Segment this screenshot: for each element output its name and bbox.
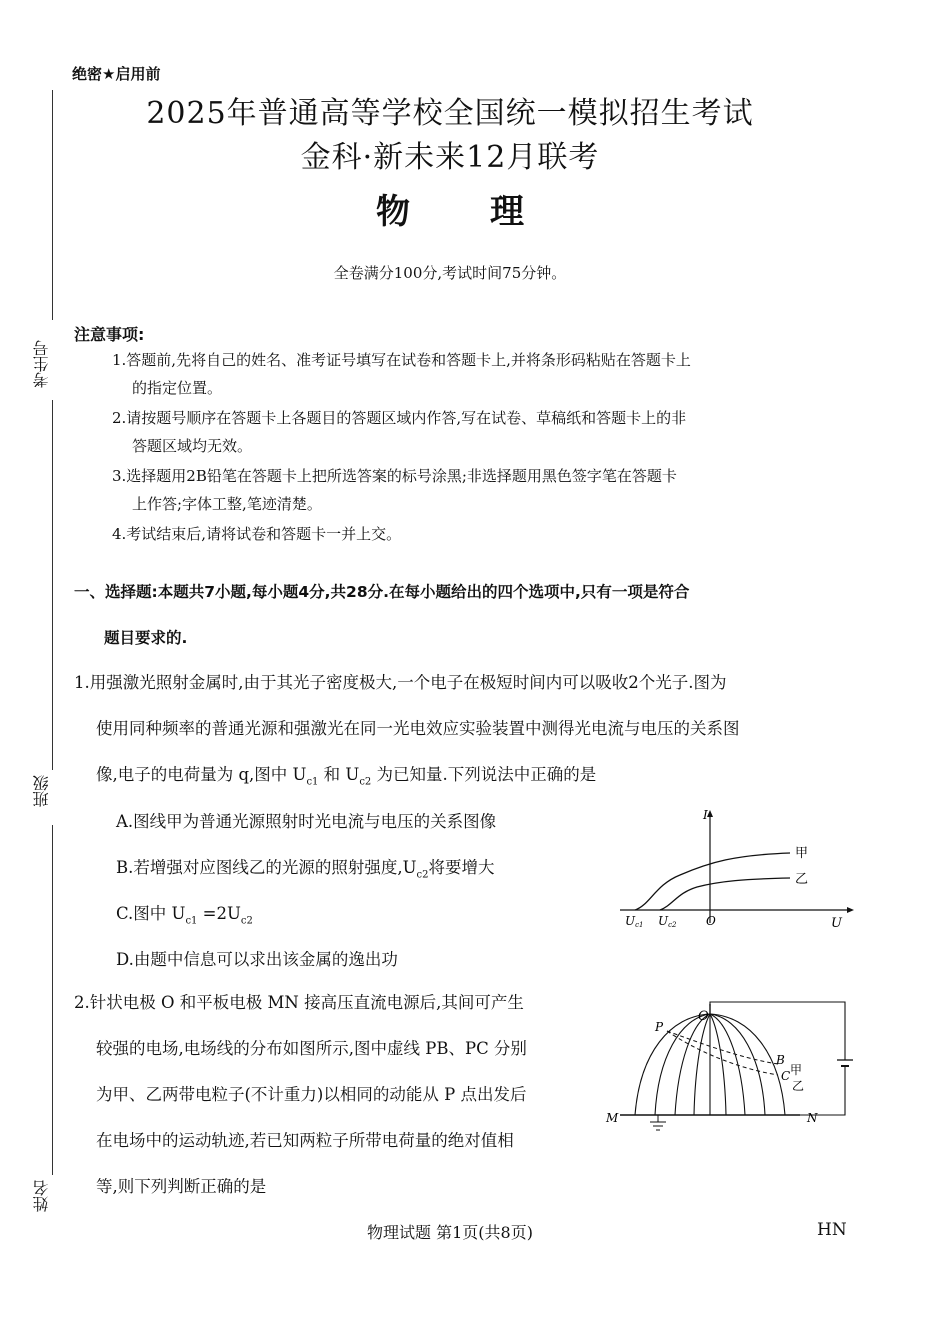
- notice-line: 3.选择题用2B铅笔在答题卡上把所选答案的标号涂黑;非选择题用黑色签字笔在答题卡: [112, 467, 677, 485]
- notice-line: 上作答;字体工整,笔迹清楚。: [132, 495, 322, 513]
- notice-line: 的指定位置。: [132, 379, 223, 397]
- question-2-line5: 等,则下列判断正确的是: [96, 1177, 267, 1196]
- subject-char-2: 理: [490, 192, 524, 232]
- uc2-label: Uc2: [658, 914, 677, 929]
- u-axis-arrow: [847, 907, 854, 913]
- i-axis-arrow: [707, 810, 713, 817]
- page-footer: 物理试题 第1页(共8页): [367, 1223, 533, 1242]
- region-code: HN: [817, 1220, 847, 1240]
- axis-i-label: I: [703, 808, 708, 822]
- label-b: B: [776, 1053, 785, 1067]
- curve-jia-label: 甲: [795, 846, 809, 861]
- subject-char-1: 物: [376, 192, 410, 232]
- curve-yi: [660, 878, 790, 910]
- margin-line-lower: [52, 825, 53, 1175]
- label-m: M: [606, 1111, 619, 1125]
- notice-line: 答题区域均无效。: [132, 437, 253, 455]
- notice-line: 2.请按题号顺序在答题卡上各题目的答题区域内作答,写在试卷、草稿纸和答题卡上的非: [112, 409, 687, 427]
- notice-line: 4.考试结束后,请将试卷和答题卡一并上交。: [112, 525, 402, 543]
- notice-item-2: [112, 404, 852, 460]
- confidential-mark: 绝密★启用前: [72, 65, 161, 83]
- label-c: C: [781, 1069, 791, 1083]
- label-o: O: [698, 1009, 709, 1024]
- circuit-wire-lower: [800, 1066, 845, 1115]
- question-1-option-a: A.图线甲为普通光源照射时光电流与电压的关系图像: [116, 812, 497, 831]
- notice-item-4: [112, 520, 852, 548]
- uc1-label: Uc1: [625, 914, 644, 929]
- exam-title: 2025年普通高等学校全国统一模拟招生考试: [146, 96, 754, 131]
- label-yi: 乙: [792, 1079, 805, 1093]
- curve-yi-label: 乙: [795, 872, 809, 887]
- class-label: 班级: [32, 775, 51, 807]
- notice-item-1: [112, 346, 852, 402]
- name-label: 姓名: [32, 1180, 51, 1212]
- exam-info: 全卷满分100分,考试时间75分钟。: [333, 264, 567, 282]
- figure-electric-field: [600, 998, 860, 1138]
- curve-jia: [635, 853, 790, 910]
- notice-line: 1.答题前,先将自己的姓名、准考证号填写在试卷和答题卡上,并将条形码粘贴在答题卡上: [112, 351, 691, 369]
- notice-item-3: [112, 462, 852, 518]
- margin-line-middle: [52, 400, 53, 770]
- question-1-option-c: C.图中 $U_{c1} =2U_{c2}$: [116, 904, 253, 927]
- label-jia: 甲: [790, 1063, 803, 1077]
- question-1-option-b: B.若增强对应图线乙的光源的照射强度$,U_{c2}$将要增大: [116, 858, 495, 881]
- exam-number-label: 考生号: [32, 340, 51, 388]
- section-heading-cont: 题目要求的.: [104, 629, 188, 647]
- question-2-line4: 在电场中的运动轨迹,若已知两粒子所带电荷量的绝对值相: [96, 1131, 514, 1150]
- question-2-line2: 较强的电场,电场线的分布如图所示,图中虚线 PB、PC 分别: [96, 1039, 527, 1058]
- exam-subtitle: 金科·新未来12月联考: [300, 140, 600, 175]
- question-2: [74, 980, 614, 1210]
- axis-u-label: U: [831, 916, 842, 930]
- question-1-line2: 使用同种频率的普通光源和强激光在同一光电效应实验装置中测得光电流与电压的关系图: [96, 719, 740, 738]
- question-2-line1: 2.针状电极 O 和平板电极 MN 接高压直流电源后,其间可产生: [74, 993, 524, 1012]
- origin-label: O: [706, 914, 716, 928]
- question-1-line1: 1.用强激光照射金属时,由于其光子密度极大,一个电子在极短时间内可以吸收2个光子.图为: [74, 673, 727, 692]
- figure-iu-graph: [615, 805, 855, 930]
- notice-title: 注意事项:: [74, 325, 145, 344]
- circuit-wire: [710, 1002, 845, 1060]
- question-2-line3: 为甲、乙两带电粒子(不计重力)以相同的动能从 P 点出发后: [96, 1085, 527, 1104]
- question-1-line3: 像,电子的电荷量为 q,图中 $U_{c1}$ 和 $U_{c2}$ 为已知量.下列说法中正确的是: [96, 765, 597, 788]
- subject-title: [0, 184, 900, 233]
- label-p: P: [655, 1020, 664, 1034]
- question-1: [74, 660, 864, 805]
- question-1-option-d: D.由题中信息可以求出该金属的逸出功: [116, 950, 398, 969]
- label-n: N: [807, 1111, 818, 1125]
- section-heading: 一、选择题:本题共7小题,每小题4分,共28分.在每小题给出的四个选项中,只有一项是符合: [74, 583, 690, 601]
